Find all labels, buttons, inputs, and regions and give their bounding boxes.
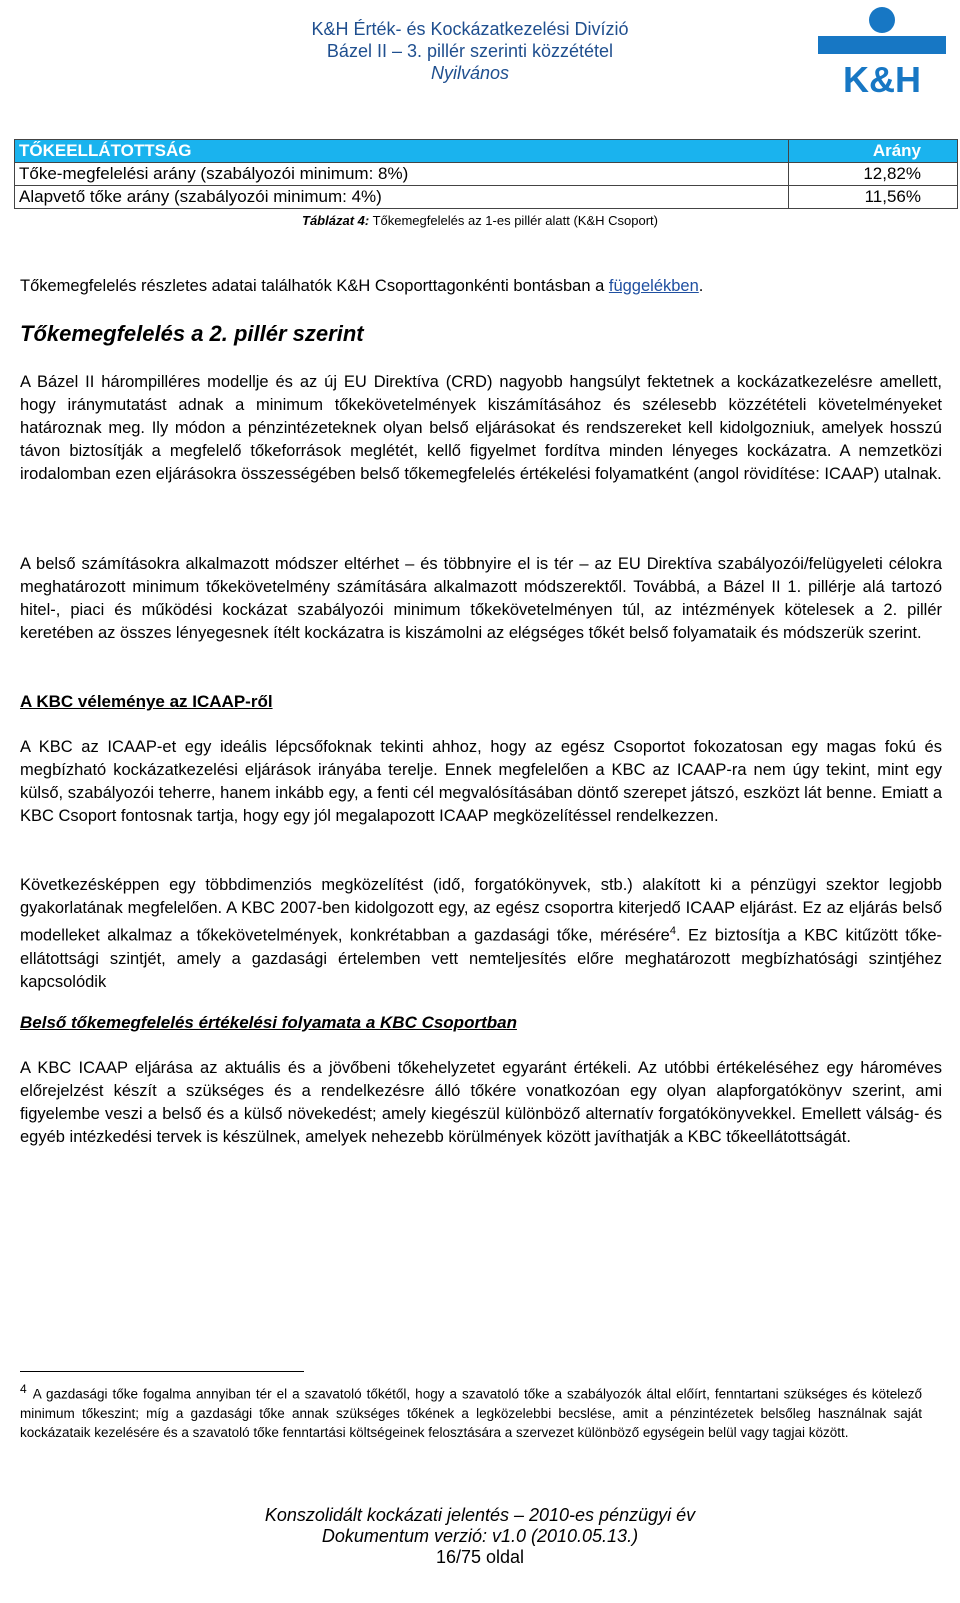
kh-logo [818, 6, 946, 96]
intro-text: Tőkemegfelelés részletes adatai találhatók K&H Csoporttagonkénti bontásban a [20, 277, 609, 295]
table-cell-value: 12,82% [789, 163, 958, 186]
header-division: K&H Érték- és Kockázatkezelési Divízió [311, 19, 629, 39]
logo-circle-icon [869, 7, 895, 33]
table-header-row [15, 140, 958, 163]
footnote-mark: 4 [20, 1382, 27, 1396]
p4-text-b: . Ez biztosítja a KBC kitűzött tőke-ellátottsági szintjét, amely a gazdasági értelemben vett nemteljesítés előre meghatározott megbízhatósági szintjéhez kapcsolódik [20, 926, 942, 991]
header-subtitle: Bázel II – 3. pillér szerinti közzététel [326, 41, 614, 61]
paragraph-basel: A Bázel II hárompilléres modellje és az új EU Direktíva (CRD) nagyobb hangsúlyt fektetnek a kockázatkezelésre amellett, hogy iránymutatást adnak a minimum tőkekövetelmények kiszámításához és szélesebb közzétételi követelményeket határoznak meg. Ily módon a pénzintézeteknek olyan belső eljárásokat és rendszereket kell kidolgozniuk, amelyek hosszú távon biztosítják a megfelelő tőkeforrások meglétét, kellő figyelmet fordítva minden lényeges kockázatra. A nemzetközi irodalomban ezen eljárásokra összességében belső tőkemegfelelés értékelési folyamatként (angol rövidítése: ICAAP) utalnak. [20, 373, 942, 483]
caption-text: Tőkemegfelelés az 1-es pillér alatt (K&H Csoport) [369, 213, 658, 228]
paragraph-internal-methods: A belső számításokra alkalmazott módszer eltérhet – és többnyire el is tér – az EU Direktíva szabályozói/felügyeleti célokra meghatározott minimum tőkekövetelmény számítására alkalmazott módszerektől. Továbbá, a Bázel II 1. pillérje alá tartozó hitel-, piaci és működési kockázat szabályozói minimum tőkekövetelményen túl, az intézmények kötelesek a 2. pillér keretében az összes lényegesnek ítélt kockázatra is kiszámolni az elégséges tőkét belső folyamataik és módszerük szerint. [20, 555, 942, 642]
table-caption [0, 213, 960, 228]
logo-bar [818, 36, 946, 54]
heading-process: Belső tőkemegfelelés értékelési folyamata a KBC Csoportban [20, 1013, 517, 1032]
logo-wordmark: K&H [843, 59, 921, 96]
caption-label: Táblázat 4: [302, 213, 370, 228]
appendix-link[interactable]: függelékben [608, 277, 699, 295]
p4-text-a: Következésképpen egy többdimenziós megközelítést (idő, forgatókönyvek, stb.) alakított ki a pénzügyi szektor legjobb gyakorlatának megfelelően. A KBC 2007-ben kidolgozott egy, az egész csoportra kiterjedő ICAAP eljárást. Ez az eljárás belső modelleket alkalmaz a tőkekövetelmények, konkrétabban a gazdasági tőke, mérésére [20, 876, 942, 945]
page-number: 16/75 oldal [435, 1547, 525, 1567]
section-title: Tőkemegfelelés a 2. pillér szerint [20, 321, 364, 346]
paragraph-process: A KBC ICAAP eljárása az aktuális és a jövőbeni tőkehelyzetet egyaránt értékeli. Az utóbbi értékeléséhez egy hároméves előrejelzést készít a szükséges és a rendelkezésre álló tőkére vonatkozóan egy olyan alapforgatókönyv szerint, ami figyelembe veszi a belső és a külső növekedést; amely kiegészül különböző alternatív forgatókönyvekkel. Emellett válság- és egyéb intézkedési tervek is készülnek, amelyek nehezebb körülmények között javíthatják a KBC tőkeellátottságát. [20, 1059, 942, 1146]
footer-report-title: Konszolidált kockázati jelentés – 2010-es pénzügyi év [264, 1505, 696, 1525]
footnote-divider [20, 1371, 304, 1372]
page-header [250, 18, 690, 84]
table-cell-label: Alapvető tőke arány (szabályozói minimum: 4%) [15, 186, 789, 209]
table-cell-value: 11,56% [789, 186, 958, 209]
paragraph-multidimensional [20, 874, 942, 994]
footer-version: Dokumentum verzió: v1.0 (2010.05.13.) [321, 1526, 639, 1546]
capital-adequacy-table [14, 139, 958, 209]
intro-end: . [698, 277, 704, 295]
table-header-label: TŐKEELLÁTOTTSÁG [15, 140, 789, 163]
table-row [15, 186, 958, 209]
heading-kbc-opinion: A KBC véleménye az ICAAP-ről [20, 692, 273, 711]
intro-paragraph [20, 275, 942, 298]
footnote-text: A gazdasági tőke fogalma annyiban tér el a szavatoló tőkétől, hogy a szavatoló tőke a szabályozók által előírt, fenntartani szükséges és kötelező minimum tőkeszint; míg a gazdasági tőke annak szükséges tőkének a legközelebbi becslése, amit a pénzintézetek belsőleg használnak saját kockázataik kezelésére és a szavatoló tőke fenntartási költségeinek felosztására a szervezet különböző egységein belül vagy tagjai között. [20, 1386, 922, 1440]
footnote-ref[interactable]: 4 [669, 925, 676, 937]
paragraph-kbc-icaap: A KBC az ICAAP-et egy ideális lépcsőfoknak tekinti ahhoz, hogy az egész Csoportot fokozatosan egy magas fokú és megbízható kockázatkezelési eljárások irányába terelje. Ennek megfelelően a KBC az ICAAP-ra nem úgy tekint, mint egy külső, szabályozói teherre, hanem inkább egy, a fenti cél megvalósításában döntő szerepet játszó, eszközt lát benne. Emiatt a KBC Csoport fontosnak tartja, hogy egy jól megalapozott ICAAP megközelítéssel rendelkezzen. [20, 738, 942, 825]
footnote [20, 1380, 922, 1442]
table-row [15, 163, 958, 186]
page-footer [0, 1505, 960, 1568]
table-header-value: Arány [789, 140, 958, 163]
table-cell-label: Tőke-megfelelési arány (szabályozói minimum: 8%) [15, 163, 789, 186]
header-classification: Nyilvános [430, 63, 510, 83]
